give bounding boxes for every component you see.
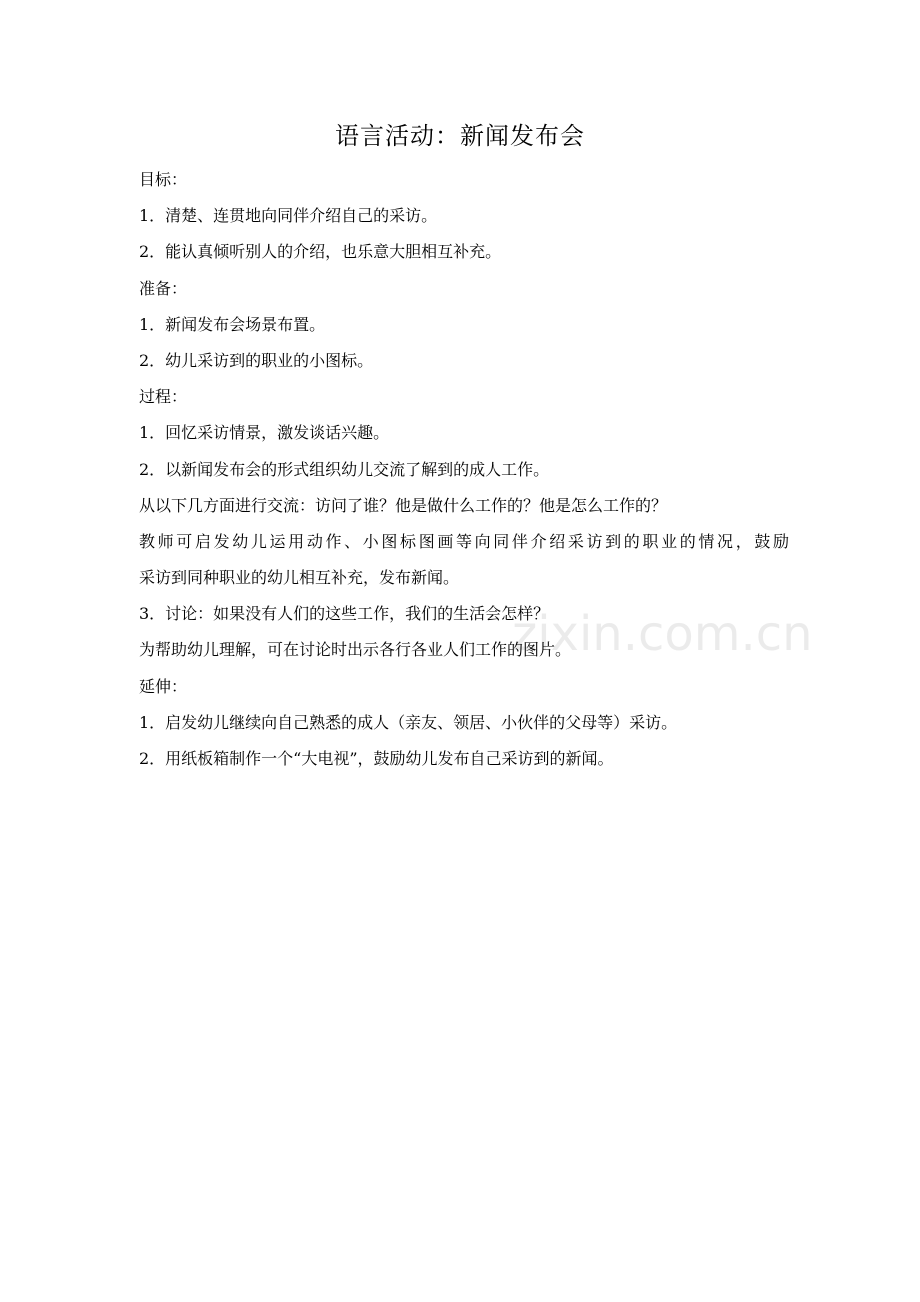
document-body xyxy=(139,162,789,777)
process-paragraph-questions: 从以下几方面进行交流：访问了谁？他是做什么工作的？他是怎么工作的？ xyxy=(139,495,668,515)
preparation-item-1: 1．新闻发布会场景布置。 xyxy=(139,314,326,334)
process-item-1: 1．回忆采访情景，激发谈话兴趣。 xyxy=(139,423,390,443)
process-item-2: 2．以新闻发布会的形式组织幼儿交流了解到的成人工作。 xyxy=(139,459,550,479)
process-paragraph-teacher-line-1: 教师可启发幼儿运用动作、小图标图画等向同伴介绍采访到的职业的情况，鼓励 xyxy=(139,531,789,551)
preparation-item-2: 2．幼儿采访到的职业的小图标。 xyxy=(139,350,374,370)
document-title: 语言活动：新闻发布会 xyxy=(335,122,585,150)
extension-item-2: 2．用纸板箱制作一个“大电视”，鼓励幼儿发布自己采访到的新闻。 xyxy=(139,749,614,768)
process-paragraph-teacher-line-2: 采访到同种职业的幼儿相互补充，发布新闻。 xyxy=(139,568,460,588)
goal-item-1: 1．清楚、连贯地向同伴介绍自己的采访。 xyxy=(139,206,438,226)
section-heading-preparation: 准备： xyxy=(139,278,188,298)
goal-item-2: 2．能认真倾听别人的介绍，也乐意大胆相互补充。 xyxy=(139,242,502,262)
section-heading-extension: 延伸： xyxy=(139,676,188,696)
section-heading-process: 过程： xyxy=(139,387,188,407)
section-heading-goals: 目标： xyxy=(139,170,188,189)
extension-item-1: 1．启发幼儿继续向自己熟悉的成人（亲友、领居、小伙伴的父母等）采访。 xyxy=(139,712,678,732)
process-item-3: 3．讨论：如果没有人们的这些工作，我们的生活会怎样？ xyxy=(139,604,550,624)
process-paragraph-pictures: 为帮助幼儿理解，可在讨论时出示各行各业人们工作的图片。 xyxy=(139,640,572,660)
watermark-text: zixin.com.cn xyxy=(512,606,813,662)
